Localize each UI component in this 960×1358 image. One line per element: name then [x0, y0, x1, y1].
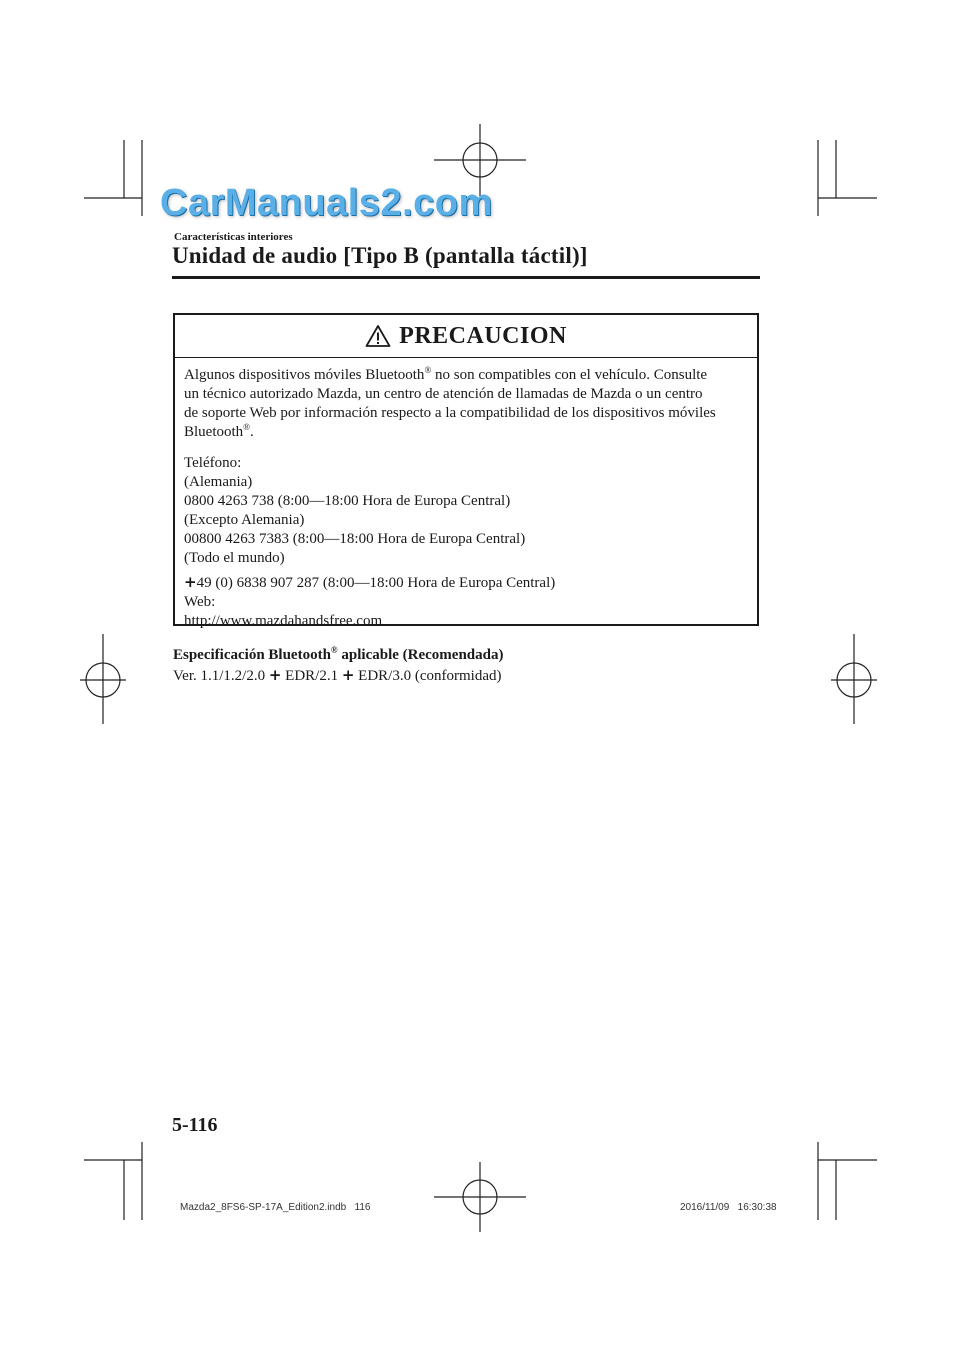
- plus-icon: +: [341, 666, 355, 684]
- watermark-logo: CarManuals2.com: [160, 182, 493, 224]
- caution-paragraph-line: Algunos dispositivos móviles Bluetooth® no son compatibles con el vehículo. Consulte: [184, 365, 708, 383]
- caution-paragraph-line: un técnico autorizado Mazda, un centro de atención de llamadas de Mazda o un centro: [184, 386, 703, 402]
- world-number: +49 (0) 6838 907 287 (8:00—18:00 Hora de Europa Central): [184, 573, 556, 591]
- caution-box: [173, 313, 759, 629]
- germany-number: 0800 4263 738 (8:00—18:00 Hora de Europa Central): [184, 493, 511, 509]
- caution-header: [175, 315, 757, 358]
- section-label: Características interiores: [174, 231, 293, 243]
- registered-mark: ®: [330, 645, 338, 655]
- phone-label: Teléfono:: [184, 455, 242, 471]
- warning-triangle-icon: [365, 324, 391, 348]
- world-label: (Todo el mundo): [184, 550, 285, 566]
- plus-icon: +: [184, 573, 197, 591]
- spec-heading: Especificación Bluetooth® aplicable (Recomendada): [173, 645, 504, 663]
- footer-file-info: Mazda2_8FS6-SP-17A_Edition2.indb 116: [180, 1202, 371, 1213]
- web-url[interactable]: http://www.mazdahandsfree.com: [184, 613, 383, 629]
- plus-icon: +: [268, 666, 282, 684]
- page-number: 5-116: [172, 1114, 218, 1136]
- germany-label: (Alemania): [184, 474, 253, 490]
- caution-body: [175, 358, 757, 631]
- caution-paragraph-line: de soporte Web por información respecto a la compatibilidad de los dispositivos móviles: [184, 405, 716, 421]
- caution-title: PRECAUCION: [399, 322, 567, 349]
- spec-text: Ver. 1.1/1.2/2.0 + EDR/2.1 + EDR/3.0 (conformidad): [173, 666, 502, 684]
- registered-mark: ®: [424, 365, 432, 375]
- web-label: Web:: [184, 594, 216, 610]
- footer-timestamp: 2016/11/09 16:30:38: [680, 1202, 777, 1213]
- page-title: Unidad de audio [Tipo B (pantalla táctil)]: [172, 243, 588, 268]
- caution-paragraph-line: Bluetooth®.: [184, 422, 254, 440]
- except-germany-label: (Excepto Alemania): [184, 512, 305, 528]
- registered-mark: ®: [243, 422, 251, 432]
- title-rule: [172, 276, 760, 279]
- except-germany-number: 00800 4263 7383 (8:00—18:00 Hora de Europa Central): [184, 531, 526, 547]
